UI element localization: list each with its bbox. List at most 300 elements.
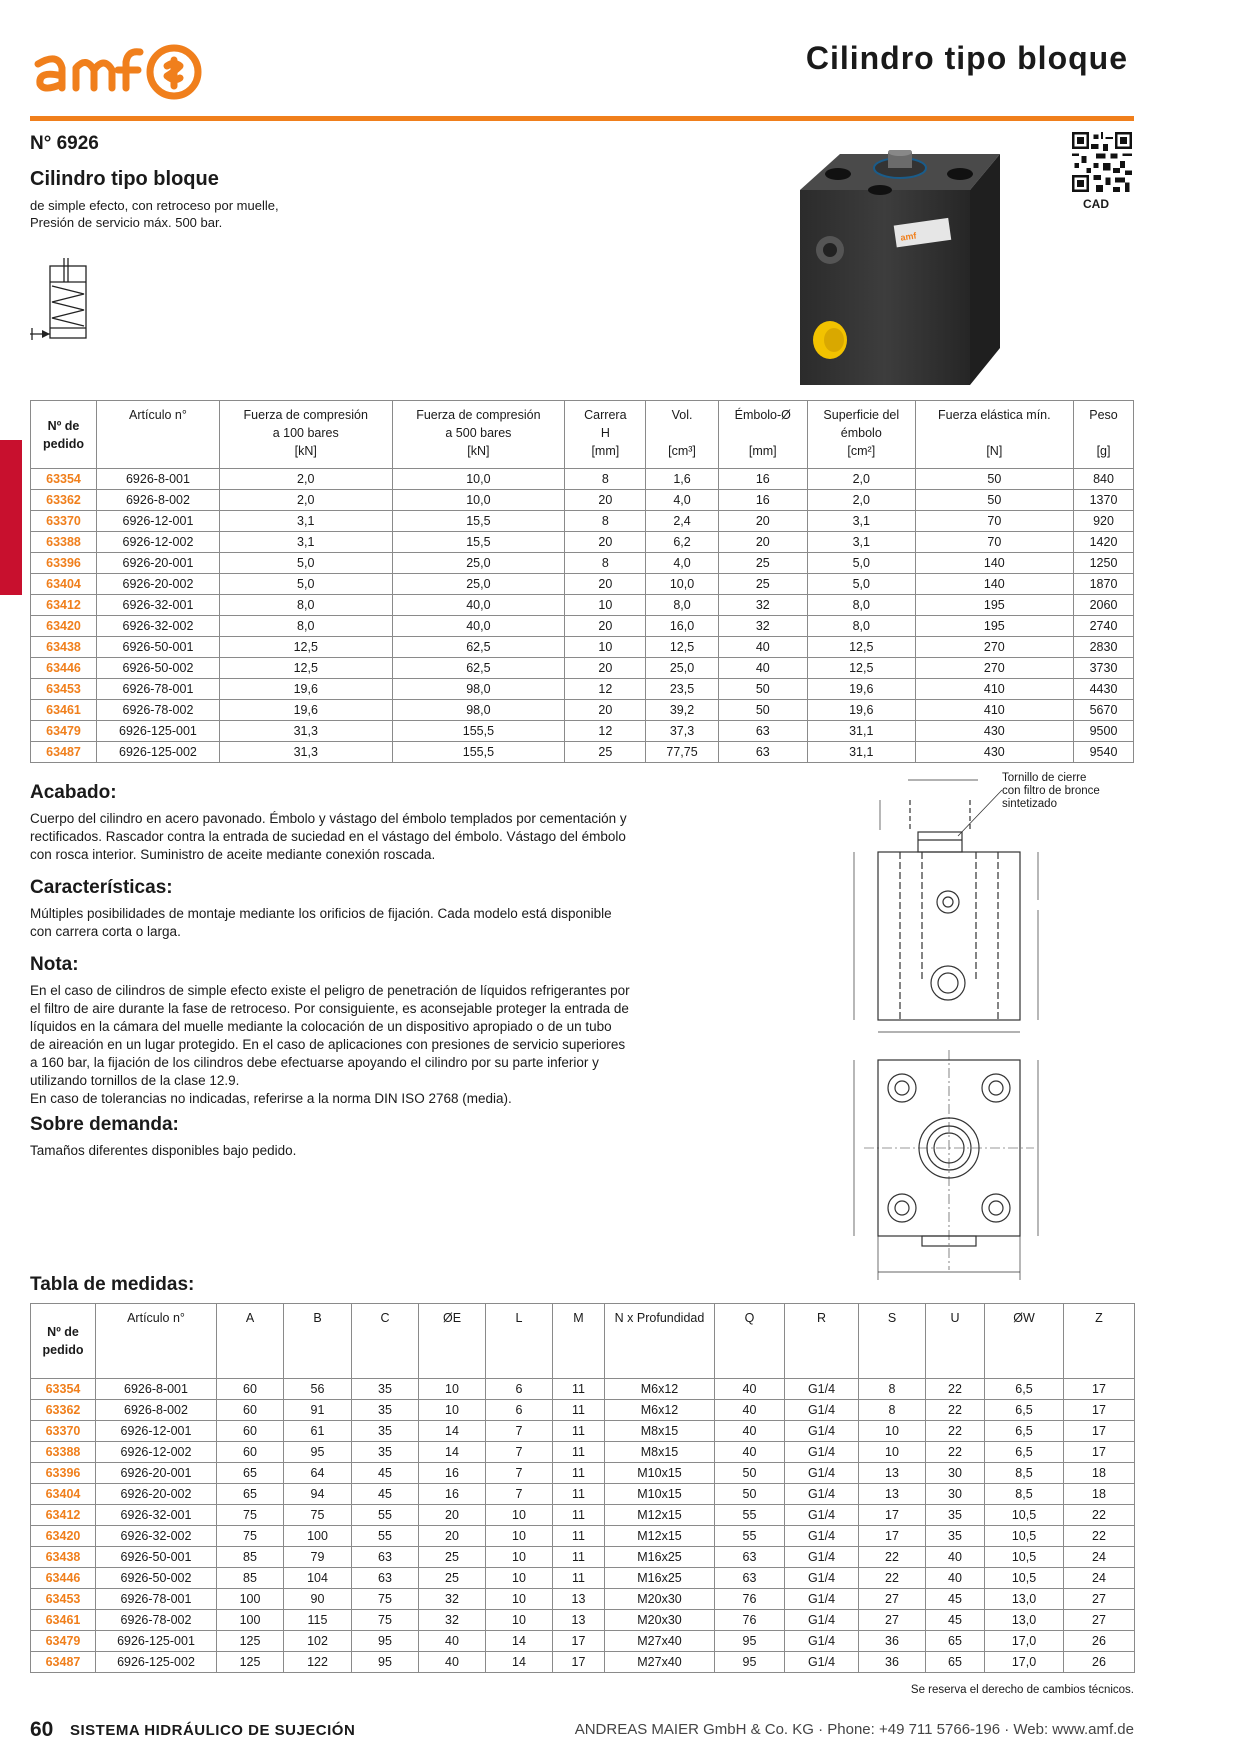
table-cell: 20 (718, 511, 807, 532)
table-cell: 65 (926, 1631, 985, 1652)
table-cell: 63 (715, 1568, 785, 1589)
table-cell: 75 (217, 1526, 284, 1547)
section-body-note (30, 982, 680, 1108)
table-cell: 55 (715, 1526, 785, 1547)
order-number-cell: 63370 (31, 511, 97, 532)
table-cell: 5,0 (219, 553, 392, 574)
table-cell: 45 (352, 1484, 419, 1505)
table-cell: 8,0 (646, 595, 718, 616)
table-cell: 2060 (1074, 595, 1134, 616)
section-tab-marker (0, 440, 22, 595)
table-cell: 6,5 (985, 1421, 1064, 1442)
table-row (31, 1652, 1135, 1673)
table-cell: 10,5 (985, 1526, 1064, 1547)
table-cell: 75 (284, 1505, 352, 1526)
table-cell: M16x25 (605, 1547, 715, 1568)
table-cell: 10 (859, 1442, 926, 1463)
table-cell: 16,0 (646, 616, 718, 637)
order-number-cell: 63420 (31, 1526, 96, 1547)
table-row (31, 1589, 1135, 1610)
table-cell: 94 (284, 1484, 352, 1505)
dimensions-table (30, 1303, 1135, 1673)
table-cell: 4430 (1074, 679, 1134, 700)
table-cell: 85 (217, 1547, 284, 1568)
table-cell: 7 (486, 1484, 553, 1505)
table-row (31, 1526, 1135, 1547)
table-cell: 270 (915, 637, 1073, 658)
table-cell: 17 (859, 1526, 926, 1547)
table-cell: 122 (284, 1652, 352, 1673)
table-cell: 30 (926, 1463, 985, 1484)
table-cell: 140 (915, 574, 1073, 595)
table-cell: 6926-32-001 (97, 595, 220, 616)
table-cell: G1/4 (785, 1484, 859, 1505)
dimensions-table-title: Tabla de medidas: (30, 1274, 195, 1295)
table-cell: 10,5 (985, 1568, 1064, 1589)
table-cell: 14 (486, 1631, 553, 1652)
table-row (31, 721, 1134, 742)
table-row (31, 469, 1134, 490)
order-number-cell: 63446 (31, 1568, 96, 1589)
table-cell: 35 (352, 1421, 419, 1442)
table-cell: 3730 (1074, 658, 1134, 679)
table-cell: 63 (352, 1547, 419, 1568)
table-cell: 14 (486, 1652, 553, 1673)
table-cell: 20 (565, 700, 646, 721)
table-cell: 10 (486, 1610, 553, 1631)
table-cell: 1370 (1074, 490, 1134, 511)
table-cell: 10 (565, 595, 646, 616)
table-cell: 6 (486, 1379, 553, 1400)
table-cell: 40 (715, 1400, 785, 1421)
col-header-dim-2: B (284, 1304, 352, 1379)
table-cell: 27 (859, 1610, 926, 1631)
table-cell: 8 (859, 1379, 926, 1400)
table-cell: 56 (284, 1379, 352, 1400)
table-cell: 430 (915, 742, 1073, 763)
table-cell: 18 (1064, 1463, 1135, 1484)
company-contact: ANDREAS MAIER GmbH & Co. KG · Phone: +49 711 5766-196 · Web: www.amf.de (574, 1721, 1134, 1738)
table-cell: 91 (284, 1400, 352, 1421)
table-row (31, 1610, 1135, 1631)
table-cell: 75 (352, 1610, 419, 1631)
text-line: En el caso de cilindros de simple efecto existe el peligro de penetración de líquidos refrigerantes por (30, 983, 630, 998)
table-cell: M27x40 (605, 1652, 715, 1673)
table-cell: 13 (859, 1484, 926, 1505)
section-title-on-request: Sobre demanda: (30, 1114, 179, 1135)
table-cell: 61 (284, 1421, 352, 1442)
table-cell: 8,5 (985, 1484, 1064, 1505)
table-cell: 65 (926, 1652, 985, 1673)
table-cell: 6,5 (985, 1400, 1064, 1421)
order-number-cell: 63446 (31, 658, 97, 679)
col-header-dim-11: U (926, 1304, 985, 1379)
table-cell: 195 (915, 595, 1073, 616)
order-number-cell: 63438 (31, 1547, 96, 1568)
section-body-finish (30, 810, 680, 864)
table-row (31, 1547, 1135, 1568)
text-line: Cuerpo del cilindro en acero pavonado. Émbolo y vástago del émbolo templados por cementación y (30, 811, 627, 826)
table-cell: 20 (565, 532, 646, 553)
table-cell: 40 (715, 1442, 785, 1463)
table-cell: 12,5 (807, 637, 915, 658)
table-cell: 76 (715, 1589, 785, 1610)
table-cell: 11 (553, 1463, 605, 1484)
table-cell: 40 (715, 1379, 785, 1400)
table-cell: 8,0 (807, 595, 915, 616)
table-cell: 102 (284, 1631, 352, 1652)
table-cell: 8 (565, 553, 646, 574)
table-cell: 6926-125-002 (96, 1652, 217, 1673)
table-cell: 10 (486, 1547, 553, 1568)
qr-code-icon[interactable] (1072, 132, 1132, 192)
table-cell: 6926-20-002 (97, 574, 220, 595)
text-line: Múltiples posibilidades de montaje mediante los orificios de fijación. Cada modelo está disponible (30, 906, 612, 921)
table-cell: 6926-20-001 (97, 553, 220, 574)
table-cell: 10 (565, 637, 646, 658)
table-cell: G1/4 (785, 1505, 859, 1526)
table-cell: 100 (217, 1589, 284, 1610)
hydraulic-symbol-icon (28, 258, 92, 348)
table-row (31, 742, 1134, 763)
table-cell: M8x15 (605, 1442, 715, 1463)
col-header-dim-6: M (553, 1304, 605, 1379)
section-title-features: Características: (30, 877, 173, 898)
section-body-features (30, 905, 680, 941)
col-header-force-500: Fuerza de compresión a 500 bares [kN] (392, 401, 565, 469)
table-cell: 6926-78-001 (96, 1589, 217, 1610)
table-cell: 100 (217, 1610, 284, 1631)
table-cell: 35 (352, 1400, 419, 1421)
table-row (31, 1505, 1135, 1526)
text-line: líquidos en la cámara del muelle mediante la colocación de un dispositivo apropiado o de un tubo (30, 1019, 612, 1034)
table-cell: G1/4 (785, 1400, 859, 1421)
table-cell: 17 (859, 1505, 926, 1526)
table-cell: 9500 (1074, 721, 1134, 742)
table-cell: 32 (718, 595, 807, 616)
table-cell: G1/4 (785, 1547, 859, 1568)
table-cell: 45 (352, 1463, 419, 1484)
table-cell: 270 (915, 658, 1073, 679)
col-header-article: Artículo n° (97, 401, 220, 469)
table-row (31, 700, 1134, 721)
table-cell: 125 (217, 1631, 284, 1652)
section-body-on-request (30, 1142, 680, 1160)
table-cell: 11 (553, 1505, 605, 1526)
table-cell: 60 (217, 1442, 284, 1463)
table-cell: 19,6 (219, 700, 392, 721)
text-line: En caso de tolerancias no indicadas, referirse a la norma DIN ISO 2768 (media). (30, 1091, 512, 1106)
table-cell: 95 (352, 1652, 419, 1673)
table-cell: 98,0 (392, 679, 565, 700)
table-cell: 13 (553, 1589, 605, 1610)
table-cell: 20 (565, 574, 646, 595)
col-header-dim-1: A (217, 1304, 284, 1379)
table-cell: 11 (553, 1379, 605, 1400)
table-cell: 37,3 (646, 721, 718, 742)
product-photo (790, 150, 1010, 390)
table-cell: 98,0 (392, 700, 565, 721)
logo-text: amf (128, 100, 130, 101)
order-number-cell: 63453 (31, 1589, 96, 1610)
order-number-cell: 63453 (31, 679, 97, 700)
table-cell: 16 (419, 1484, 486, 1505)
table-cell: 6926-8-002 (96, 1400, 217, 1421)
table-cell: 6926-50-002 (96, 1568, 217, 1589)
table-cell: 13,0 (985, 1610, 1064, 1631)
table-cell: 11 (553, 1484, 605, 1505)
table-cell: 50 (915, 490, 1073, 511)
table-cell: 2,0 (807, 490, 915, 511)
table-cell: 15,5 (392, 511, 565, 532)
table-cell: 25 (718, 553, 807, 574)
table-cell: 6,2 (646, 532, 718, 553)
table-row (31, 1400, 1135, 1421)
table-cell: 39,2 (646, 700, 718, 721)
table-cell: 20 (565, 658, 646, 679)
table-cell: 25,0 (392, 553, 565, 574)
text-line: utilizando tornillos de la clase 12.9. (30, 1073, 240, 1088)
table-cell: M6x12 (605, 1400, 715, 1421)
table-cell: 16 (718, 469, 807, 490)
table-cell: 55 (352, 1526, 419, 1547)
text-line: con carrera corta o larga. (30, 924, 181, 939)
table-cell: 2,0 (219, 490, 392, 511)
table-cell: 6926-8-002 (97, 490, 220, 511)
order-number-cell: 63487 (31, 742, 97, 763)
table-cell: 12 (565, 679, 646, 700)
col-header-dim-4: ØE (419, 1304, 486, 1379)
table-cell: 6926-8-001 (97, 469, 220, 490)
table-cell: 5,0 (807, 574, 915, 595)
table-cell: 2740 (1074, 616, 1134, 637)
text-line: sintetizado (1002, 798, 1057, 810)
table-cell: 70 (915, 511, 1073, 532)
table-cell: 35 (926, 1505, 985, 1526)
table-cell: 8,0 (807, 616, 915, 637)
order-number-cell: 63388 (31, 532, 97, 553)
text-line: Tornillo de cierre (1002, 772, 1087, 784)
table-row (31, 1421, 1135, 1442)
table-cell: 6926-50-002 (97, 658, 220, 679)
table-cell: 10,0 (646, 574, 718, 595)
table-cell: 2,4 (646, 511, 718, 532)
section-title-note: Nota: (30, 954, 79, 975)
table-cell: 6926-32-002 (97, 616, 220, 637)
table-cell: 20 (419, 1505, 486, 1526)
table-cell: 410 (915, 679, 1073, 700)
product-number: N° 6926 (30, 133, 99, 154)
table-cell: 60 (217, 1379, 284, 1400)
table-cell: 45 (926, 1610, 985, 1631)
col-header-stroke: Carrera H [mm] (565, 401, 646, 469)
table-cell: 40 (718, 658, 807, 679)
order-number-cell: 63396 (31, 1463, 96, 1484)
table-cell: 6926-20-002 (96, 1484, 217, 1505)
table-cell: 10,0 (392, 490, 565, 511)
table-row (31, 1379, 1135, 1400)
table-cell: 40 (419, 1631, 486, 1652)
table-row (31, 574, 1134, 595)
table-cell: 7 (486, 1463, 553, 1484)
table-cell: 65 (217, 1463, 284, 1484)
col-header-dim-8: Q (715, 1304, 785, 1379)
table-cell: M10x15 (605, 1463, 715, 1484)
table-row (31, 679, 1134, 700)
col-header-spring-force: Fuerza elástica mín. [N] (915, 401, 1073, 469)
product-desc-line: Presión de servicio máx. 500 bar. (30, 215, 223, 230)
table-cell: 6926-78-001 (97, 679, 220, 700)
table-cell: 19,6 (807, 700, 915, 721)
table-cell: 6926-125-002 (97, 742, 220, 763)
table-cell: 17,0 (985, 1631, 1064, 1652)
table-cell: 18 (1064, 1484, 1135, 1505)
table-cell: 100 (284, 1526, 352, 1547)
table-cell: 10,5 (985, 1505, 1064, 1526)
table-cell: 195 (915, 616, 1073, 637)
table-cell: 40 (718, 637, 807, 658)
table-cell: M6x12 (605, 1379, 715, 1400)
table-cell: 14 (419, 1442, 486, 1463)
col-header-dim-9: R (785, 1304, 859, 1379)
order-number-cell: 63479 (31, 1631, 96, 1652)
table-cell: 17 (1064, 1400, 1135, 1421)
table-cell: 16 (419, 1463, 486, 1484)
table-cell: 32 (419, 1589, 486, 1610)
table-cell: 8 (859, 1400, 926, 1421)
table-cell: 25 (419, 1547, 486, 1568)
table-cell: 31,3 (219, 742, 392, 763)
table-cell: 40 (926, 1568, 985, 1589)
table-cell: 26 (1064, 1652, 1135, 1673)
table-cell: 13 (553, 1610, 605, 1631)
table-cell: 8,0 (219, 616, 392, 637)
table-cell: 14 (419, 1421, 486, 1442)
table-cell: 85 (217, 1568, 284, 1589)
table-cell: 10 (419, 1400, 486, 1421)
table-cell: 27 (1064, 1589, 1135, 1610)
table-cell: 5,0 (219, 574, 392, 595)
table-cell: 6926-12-001 (96, 1421, 217, 1442)
table-row (31, 637, 1134, 658)
order-number-cell: 63420 (31, 616, 97, 637)
table-cell: 6926-32-001 (96, 1505, 217, 1526)
order-number-cell: 63487 (31, 1652, 96, 1673)
table-cell: 63 (718, 721, 807, 742)
drawing-callout-note (1002, 772, 1100, 811)
table-cell: 8 (565, 511, 646, 532)
table-cell: 155,5 (392, 742, 565, 763)
table-cell: 10 (486, 1505, 553, 1526)
cad-label[interactable]: CAD (1083, 197, 1109, 211)
table-cell: 125 (217, 1652, 284, 1673)
table-cell: 75 (352, 1589, 419, 1610)
table-cell: 6926-50-001 (97, 637, 220, 658)
col-header-dim-0: Artículo n° (96, 1304, 217, 1379)
table-cell: 75 (217, 1505, 284, 1526)
col-header-order-number: Nº de pedido (31, 401, 97, 469)
table-cell: 20 (565, 490, 646, 511)
table-cell: G1/4 (785, 1610, 859, 1631)
table-cell: 1870 (1074, 574, 1134, 595)
table-cell: 22 (926, 1442, 985, 1463)
table-cell: 32 (419, 1610, 486, 1631)
table-cell: 140 (915, 553, 1073, 574)
table-cell: 4,0 (646, 490, 718, 511)
table-cell: 6926-32-002 (96, 1526, 217, 1547)
table-cell: 25 (565, 742, 646, 763)
order-number-cell: 63438 (31, 637, 97, 658)
table-cell: 63 (715, 1547, 785, 1568)
table-cell: 104 (284, 1568, 352, 1589)
table-cell: 3,1 (807, 532, 915, 553)
svg-text:amf: amf (899, 230, 918, 243)
order-number-cell: 63388 (31, 1442, 96, 1463)
table-cell: 60 (217, 1400, 284, 1421)
table-cell: 12,5 (807, 658, 915, 679)
table-row (31, 1484, 1135, 1505)
table-cell: 11 (553, 1526, 605, 1547)
table-cell: 20 (419, 1526, 486, 1547)
page-number: 60 (30, 1718, 54, 1741)
table-cell: 6 (486, 1400, 553, 1421)
table-cell: 11 (553, 1421, 605, 1442)
table-cell: 50 (718, 679, 807, 700)
table-cell: 2,0 (807, 469, 915, 490)
order-number-cell: 63362 (31, 490, 97, 511)
table-cell: 36 (859, 1631, 926, 1652)
table-cell: 63 (352, 1568, 419, 1589)
table-cell: 6926-20-001 (96, 1463, 217, 1484)
table-cell: 15,5 (392, 532, 565, 553)
table-cell: G1/4 (785, 1652, 859, 1673)
table-cell: 25 (718, 574, 807, 595)
table-cell: 7 (486, 1442, 553, 1463)
table-cell: 7 (486, 1421, 553, 1442)
table-cell: 6,5 (985, 1442, 1064, 1463)
text-line: el filtro de aire durante la fase de retroceso. Por consiguiente, es aconsejable proteger la entrada de (30, 1001, 629, 1016)
table-cell: 9540 (1074, 742, 1134, 763)
order-number-cell: 63396 (31, 553, 97, 574)
table-cell: 20 (565, 616, 646, 637)
table-row (31, 1463, 1135, 1484)
table-cell: 10 (859, 1421, 926, 1442)
order-number-cell: 63412 (31, 595, 97, 616)
table-cell: 79 (284, 1547, 352, 1568)
table-cell: M8x15 (605, 1421, 715, 1442)
header-divider (30, 116, 1134, 121)
table-cell: G1/4 (785, 1379, 859, 1400)
table-cell: 3,1 (807, 511, 915, 532)
table-cell: 6926-78-002 (97, 700, 220, 721)
table-cell: 17 (553, 1631, 605, 1652)
table-cell: 35 (926, 1526, 985, 1547)
table-cell: 8 (565, 469, 646, 490)
order-number-cell: 63461 (31, 1610, 96, 1631)
table-cell: 19,6 (807, 679, 915, 700)
order-number-cell: 63370 (31, 1421, 96, 1442)
table-cell: 16 (718, 490, 807, 511)
table-cell: 3,1 (219, 532, 392, 553)
table-cell: G1/4 (785, 1442, 859, 1463)
table-cell: 40 (926, 1547, 985, 1568)
table-cell: 30 (926, 1484, 985, 1505)
table-cell: 22 (1064, 1505, 1135, 1526)
table-cell: 60 (217, 1421, 284, 1442)
table-cell: 25,0 (646, 658, 718, 679)
table-cell: 1420 (1074, 532, 1134, 553)
table-cell: 5670 (1074, 700, 1134, 721)
